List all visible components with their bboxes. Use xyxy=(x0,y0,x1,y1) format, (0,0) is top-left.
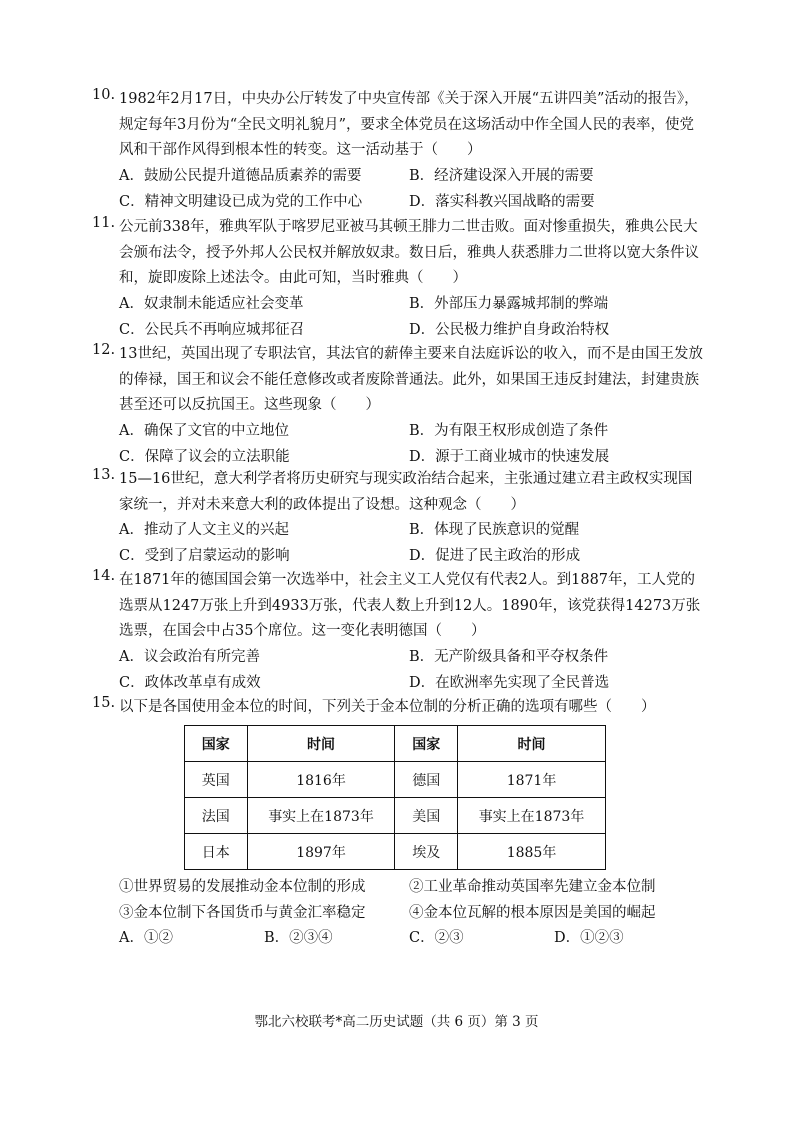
option-a: A．鼓励公民提升道德品质素养的需要 xyxy=(119,168,362,185)
table-cell: 1871年 xyxy=(458,762,606,798)
table-cell: 英国 xyxy=(185,762,248,798)
question-number: 15. xyxy=(92,695,116,711)
option-b: B．为有限王权形成创造了条件 xyxy=(409,423,609,440)
table-cell: 事实上在1873年 xyxy=(458,798,606,834)
question-15 xyxy=(92,695,704,721)
table-row xyxy=(185,762,606,798)
options xyxy=(119,419,704,470)
statement-2: ②工业革命推动英国率先建立金本位制 xyxy=(409,879,656,895)
option-d: D．在欧洲率先实现了全民普选 xyxy=(409,674,610,691)
table-header: 时间 xyxy=(247,726,395,762)
table-row xyxy=(185,798,606,834)
table-header: 时间 xyxy=(458,726,606,762)
option-a: A．推动了人文主义的兴起 xyxy=(119,522,289,539)
table-cell: 事实上在1873年 xyxy=(247,798,395,834)
question-13 xyxy=(92,467,704,570)
table-row xyxy=(185,834,606,870)
question-number: 14. xyxy=(92,568,116,584)
table-cell: 美国 xyxy=(395,798,458,834)
question-14 xyxy=(92,568,704,696)
table-header-row xyxy=(185,726,606,762)
question-number: 10. xyxy=(92,87,116,103)
option-a: A．①② xyxy=(119,930,173,946)
option-a: A．确保了文官的中立地位 xyxy=(119,423,289,440)
option-c: C．受到了启蒙运动的影响 xyxy=(119,548,290,565)
statement-3: ③金本位制下各国货币与黄金汇率稳定 xyxy=(119,904,366,921)
question-number: 12. xyxy=(92,342,116,358)
question-stem: 在1871年的德国国会第一次选举中，社会主义工人党仅有代表2人。到1887年，工人党的选票从1247万张上升到4933万张，代表人数上升到12人。1890年，该党获得14273万张选票，在国会中占35个席位。这一变化表明德国（ ） xyxy=(119,572,701,640)
question-stem: 1982年2月17日，中央办公厅转发了中央宣传部《关于深入开展“五讲四美”活动的报告》，规定每年3月份为“全民文明礼貌月”，要求全体党员在这场活动中作全国人民的表率，使党风和干部作风得到根本性的转变。这一活动基于（ ） xyxy=(119,91,699,159)
option-b: B．②③④ xyxy=(264,930,333,946)
option-b: B．外部压力暴露城邦制的弊端 xyxy=(409,296,609,313)
table-cell: 德国 xyxy=(395,762,458,798)
table-cell: 埃及 xyxy=(395,834,458,870)
statements xyxy=(119,875,704,952)
question-15-statements xyxy=(92,875,704,952)
question-stem: 公元前338年，雅典军队于喀罗尼亚被马其顿王腓力二世击败。面对惨重损失，雅典公民大会颁布法令，授予外邦人公民权并解放奴隶。数日后，雅典人获悉腓力二世将以宽大条件议和，旋即废除上述法令。由此可知，当时雅典（ ） xyxy=(119,219,699,287)
options xyxy=(119,645,704,696)
option-c: C．公民兵不再响应城邦征召 xyxy=(119,321,305,338)
options xyxy=(119,518,704,569)
question-stem: 13世纪，英国出现了专职法官，其法官的薪俸主要来自法庭诉讼的收入，而不是由国王发放的俸禄，国王和议会不能任意修改或者废除普通法。此外，如果国王违反封建法，封建贵族甚至还可以反抗国王。这些现象（ ） xyxy=(119,346,703,414)
option-d: D．公民极力维护自身政治特权 xyxy=(409,321,610,338)
option-c: C．保障了议会的立法职能 xyxy=(119,448,290,465)
option-d: D．源于工商业城市的快速发展 xyxy=(409,448,610,465)
table-header: 国家 xyxy=(395,726,458,762)
question-10 xyxy=(92,87,704,215)
option-b: B．经济建设深入开展的需要 xyxy=(409,168,594,185)
gold-standard-table xyxy=(184,725,606,870)
statement-1: ①世界贸易的发展推动金本位制的形成 xyxy=(119,879,366,895)
option-d: D．落实科教兴国战略的需要 xyxy=(409,193,595,210)
option-b: B．体现了民族意识的觉醒 xyxy=(409,522,580,539)
table-cell: 1897年 xyxy=(247,834,395,870)
question-number: 13. xyxy=(92,467,116,483)
question-11 xyxy=(92,215,704,343)
option-d: D．促进了民主政治的形成 xyxy=(409,548,581,565)
option-a: A．奴隶制未能适应社会变革 xyxy=(119,296,304,313)
table-header: 国家 xyxy=(185,726,248,762)
question-stem: 15—16世纪，意大利学者将历史研究与现实政治结合起来，主张通过建立君主政权实现国家统一，并对未来意大利的政体提出了设想。这种观念（ ） xyxy=(119,471,693,513)
option-c: C．②③ xyxy=(409,930,464,946)
option-c: C．政体改革卓有成效 xyxy=(119,674,261,691)
question-stem: 以下是各国使用金本位的时间，下列关于金本位制的分析正确的选项有哪些（ ） xyxy=(119,699,656,715)
table-cell: 1816年 xyxy=(247,762,395,798)
question-12 xyxy=(92,342,704,470)
option-a: A．议会政治有所完善 xyxy=(119,649,260,666)
option-c: C．精神文明建设已成为党的工作中心 xyxy=(119,193,363,210)
table-cell: 法国 xyxy=(185,798,248,834)
table-cell: 1885年 xyxy=(458,834,606,870)
options xyxy=(119,292,704,343)
options xyxy=(119,164,704,215)
page-footer: 鄂北六校联考*高二历史试题（共 6 页）第 3 页 xyxy=(254,1014,539,1030)
table-cell: 日本 xyxy=(185,834,248,870)
question-number: 11. xyxy=(92,215,116,231)
statement-4: ④金本位瓦解的根本原因是美国的崛起 xyxy=(409,904,656,921)
option-b: B．无产阶级具备和平夺权条件 xyxy=(409,649,609,666)
option-d: D．①②③ xyxy=(554,930,624,946)
